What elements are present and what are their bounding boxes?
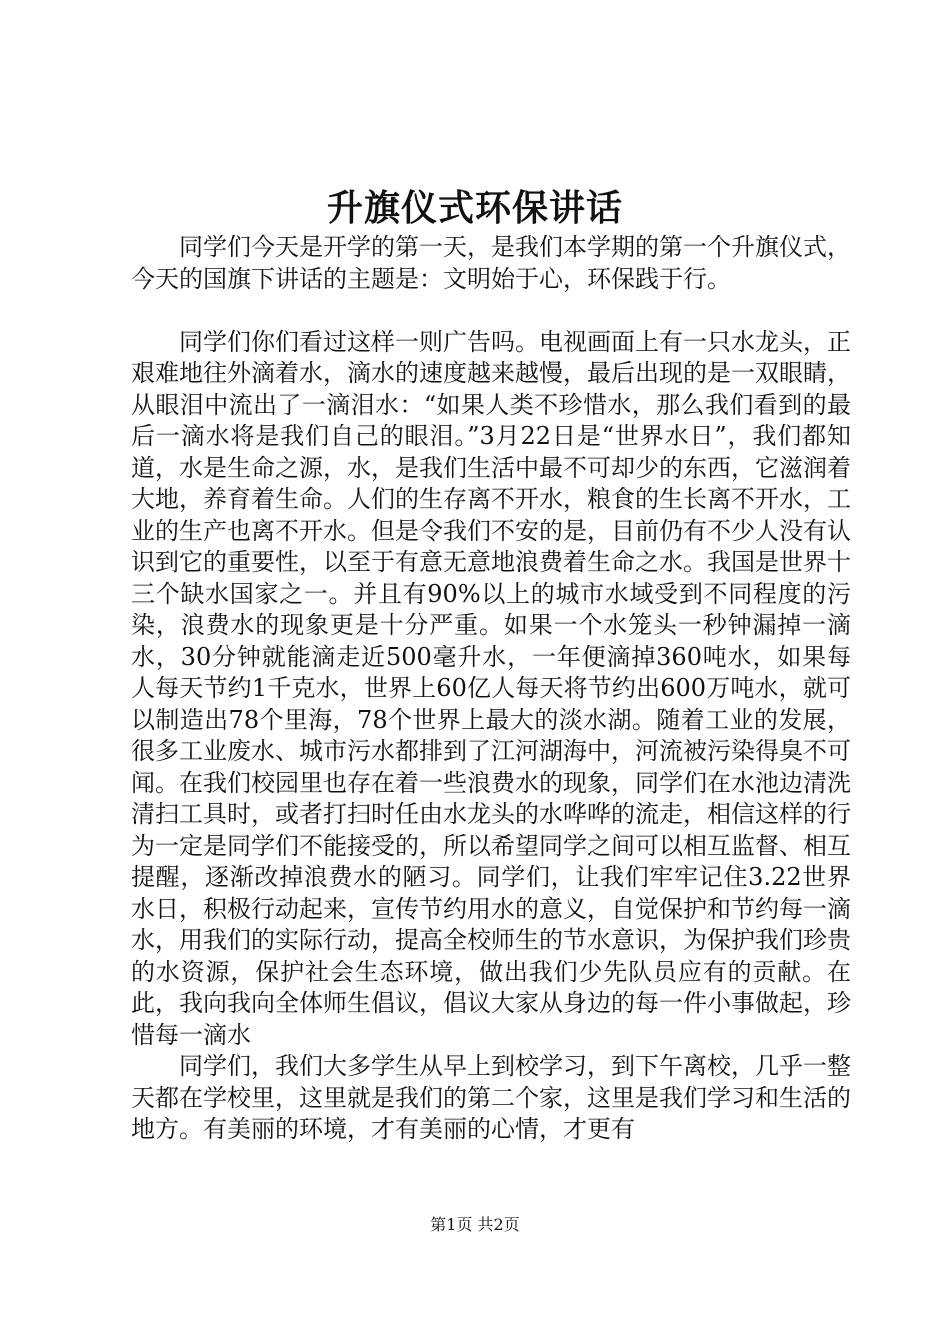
document-body [131, 232, 851, 1146]
paragraph-3: 同学们，我们大多学生从早上到校学习，到下午离校，几乎一整天都在学校里，这里就是我们的第二个家，这里是我们学习和生活的地方。有美丽的环境，才有美丽的心情，才更有 [131, 1052, 851, 1143]
paragraph-1: 同学们今天是开学的第一天，是我们本学期的第一个升旗仪式，今天的国旗下讲话的主题是：文明始于心，环保践于行。 [131, 233, 851, 293]
paragraph-2: 同学们你们看过这样一则广告吗。电视画面上有一只水龙头，正艰难地往外滴着水，滴水的速度越来越慢，最后出现的是一双眼睛，从眼泪中流出了一滴泪水：“如果人类不珍惜水，那么我们看到的最后一滴水将是我们自己的眼泪。”3月22日是“世界水日”，我们都知道，水是生命之源，水，是我们生活中最不可却少的东西，它滋润着大地，养育着生命。人们的生存离不开水，粮食的生长离不开水，工业的生产也离不开水。但是令我们不安的是，目前仍有不少人没有认识到它的重要性，以至于有意无意地浪费着生命之水。我国是世界十三个缺水国家之一。并且有90%以上的城市水域受到不同程度的污染，浪费水的现象更是十分严重。如果一个水笼头一秒钟漏掉一滴水，30分钟就能滴走近500毫升水，一年便滴掉360吨水，如果每人每天节约1千克水，世界上60亿人每天将节约出600万吨水，就可以制造出78个里海，78个世界上最大的淡水湖。随着工业的发展，很多工业废水、城市污水都排到了江河湖海中，河流被污染得臭不可闻。在我们校园里也存在着一些浪费水的现象，同学们在水池边清洗清扫工具时，或者打扫时任由水龙头的水哗哗的流走，相信这样的行为一定是同学们不能接受的，所以希望同学之间可以相互监督、相互提醒，逐渐改掉浪费水的陋习。同学们，让我们牢牢记住3.22世界水日，积极行动起来，宣传节约用水的意义，自觉保护和节约每一滴水，用我们的实际行动，提高全校师生的节水意识，为保护我们珍贵的水资源，保护社会生态环境，做出我们少先队员应有的贡献。在此，我向我向全体师生倡议，倡议大家从身边的每一件小事做起，珍惜每一滴水 [131, 327, 851, 1049]
page-footer: 第1页 共2页 [430, 1215, 520, 1234]
document-title: 升旗仪式环保讲话 [326, 187, 623, 229]
